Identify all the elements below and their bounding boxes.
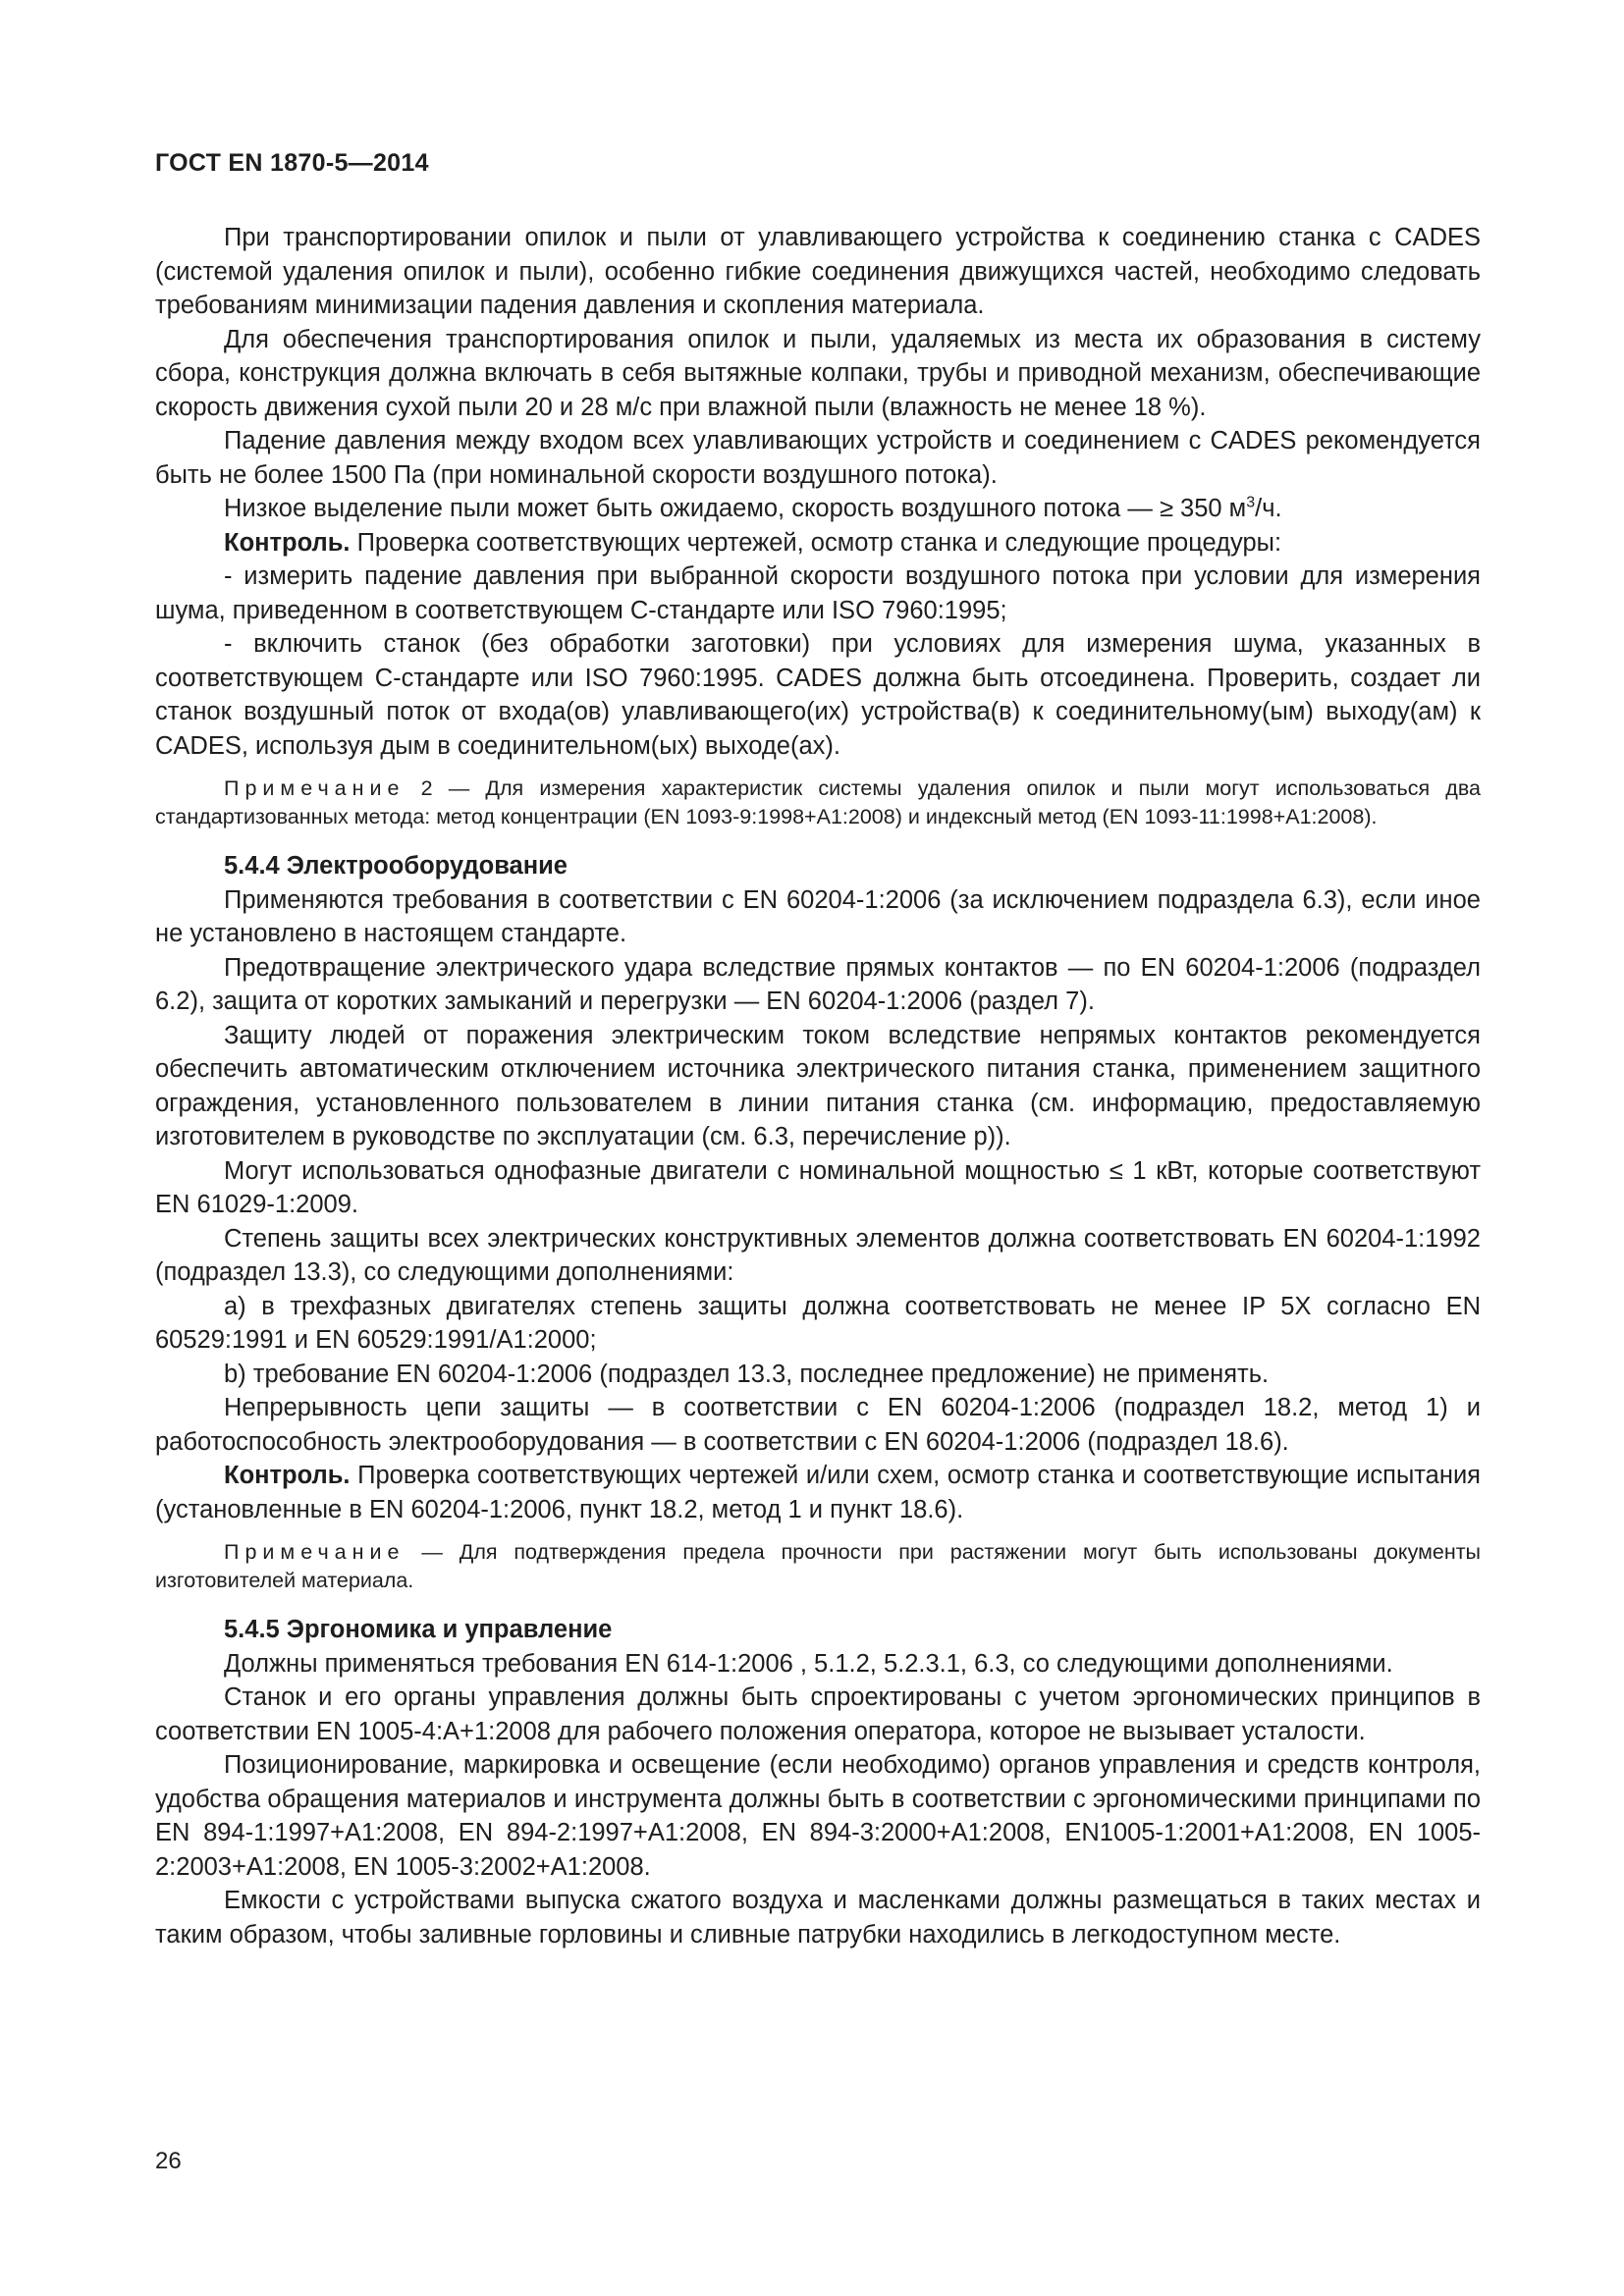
list-item-b: b) требование EN 60204-1:2006 (подраздел 13.3, последнее предложение) не применять. — [224, 1360, 1270, 1388]
control-label: Контроль. — [224, 528, 351, 557]
low-dust-tail: /ч. — [1255, 495, 1282, 522]
note-label: Примечание — [224, 1540, 406, 1564]
list-item-a: a) в трехфазных двигателях степень защиты должна соответствовать не менее IP 5X согласно EN 60529:1991 и EN 60529:1991/A1:2000; — [155, 1292, 1481, 1354]
section-title-545: 5.4.5 Эргономика и управление — [224, 1616, 613, 1643]
paragraph-545-3: Позиционирование, маркировка и освещение (если необходимо) органов управления и средств контроля, удобства обращения материалов и инструмента должны быть в соответствии с эргономическими принципами по EN 894-1:1997+A1:2008, EN 894-2:1997+A1:2008, EN 894-3:2000+A1:2008, EN1005-1:2001+A1:2008, EN 1005-2:2003+A1:2008, EN 1005-3:2002+A1:2008. — [155, 1751, 1481, 1881]
note-label: Примечание — [224, 776, 406, 800]
page-number: 26 — [155, 2148, 182, 2174]
document-code-header: ГОСТ EN 1870-5—2014 — [155, 149, 429, 177]
section-title-544: 5.4.4 Электрооборудование — [224, 852, 568, 880]
paragraph-control-1 — [155, 526, 1481, 561]
list-item-switch-on: - включить станок (без обработки заготовки) при условиях для измерения шума, указанных в соответствующем С-стандарте или ISO 7960:1995. CADES должна быть отсоединена. Проверить, создает ли станок воздушный поток от входа(ов) улавливающего(их) устройства(в) к соединительному(ым) выходу(ам) к CADES, используя дым в соединительном(ых) выходе(ах). — [155, 630, 1481, 760]
paragraph-545-1: Должны применяться требования EN 614-1:2006 , 5.1.2, 5.2.3.1, 6.3, со следующими дополнениями. — [224, 1649, 1393, 1678]
note-2 — [155, 774, 1481, 831]
list-item-measure: - измерить падение давления при выбранной скорости воздушного потока при условии для измерения шума, приведенном в соответствующем С-стандарте или ISO 7960:1995; — [155, 562, 1481, 624]
paragraph-544-5: Степень защиты всех электрических конструктивных элементов должна соответствовать EN 60204-1:1992 (подраздел 13.3), со следующими дополнениями: — [155, 1224, 1481, 1286]
note-text: 2 — Для измерения характеристик системы удаления опилок и пыли могут использоваться два стандартизованных метода: метод концентрации (EN 1093-9:1998+A1:2008) и индексный метод (EN 1093-11:1998+A1:2008). — [155, 776, 1481, 828]
paragraph-545-4: Емкости с устройствами выпуска сжатого воздуха и масленками должны размещаться в таких местах и таким образом, чтобы заливные горловины и сливные патрубки находились в легкодоступном месте. — [155, 1887, 1481, 1949]
control-text: Проверка соответствующих чертежей и/или схем, осмотр станка и соответствующие испытания (установленные в EN 60204-1:2006, пункт 18.2, метод 1 и пункт 18.6). — [155, 1462, 1481, 1523]
paragraph-544-2: Предотвращение электрического удара вследствие прямых контактов — по EN 60204-1:2006 (подраздел 6.2), защита от коротких замыканий и перегрузки — EN 60204-1:2006 (раздел 7). — [155, 953, 1481, 1015]
superscript-3: 3 — [1246, 494, 1256, 511]
paragraph-545-2: Станок и его органы управления должны быть спроектированы с учетом эргономических принципов в соответствии EN 1005-4:A+1:2008 для рабочего положения оператора, которое не вызывает усталости. — [155, 1683, 1481, 1745]
paragraph-544-6: Непрерывность цепи защиты — в соответствии с EN 60204-1:2006 (подраздел 18.2, метод 1) и работоспособность электрооборудования — в соответствии с EN 60204-1:2006 (подраздел 18.6). — [155, 1394, 1481, 1456]
paragraph-544-3: Защиту людей от поражения электрическим током вследствие непрямых контактов рекомендуется обеспечить автоматическим отключением источника электрического питания станка, применением защитного ограждения, установленного пользователем в линии питания станка (см. информацию, предоставляемую изготовителем в руководстве по эксплуатации (см. 6.3, перечисление р)). — [155, 1021, 1481, 1150]
paragraph-control-2 — [155, 1459, 1481, 1526]
control-label: Контроль. — [224, 1462, 351, 1489]
paragraph-transport: При транспортировании опилок и пыли от улавливающего устройства к соединению станка с CADES (системой удаления опилок и пыли), особенно гибкие соединения движущихся частей, необходимо следовать требованиям минимизации падения давления и скопления материала. — [155, 224, 1481, 319]
paragraph-pressure-drop: Падение давления между входом всех улавливающих устройств и соединением с CADES рекомендуется быть не более 1500 Па (при номинальной скорости воздушного потока). — [155, 427, 1481, 489]
note-text: — Для подтверждения предела прочности при растяжении могут быть использованы документы изготовителей материала. — [155, 1540, 1481, 1592]
paragraph-544-1: Применяются требования в соответствии с EN 60204-1:2006 (за исключением подраздела 6.3), если иное не установлено в настоящем стандарте. — [155, 885, 1481, 947]
low-dust-text: Низкое выделение пыли может быть ожидаемо, скорость воздушного потока — ≥ 350 м — [224, 495, 1247, 522]
document-page — [155, 149, 1481, 1951]
control-text: Проверка соответствующих чертежей, осмотр станка и следующие процедуры: — [350, 528, 1282, 557]
paragraph-design: Для обеспечения транспортирования опилок и пыли, удаляемых из места их образования в систему сбора, конструкция должна включать в себя вытяжные колпаки, трубы и приводной механизм, обеспечивающие скорость движения сухой пыли 20 и 28 м/с при влажной пыли (влажность не менее 18 %). — [155, 325, 1481, 421]
note-3 — [155, 1538, 1481, 1595]
paragraph-544-4: Могут использоваться однофазные двигатели с номинальной мощностью ≤ 1 кВт, которые соответствуют EN 61029-1:2009. — [155, 1156, 1481, 1218]
paragraph-low-dust — [155, 492, 1481, 526]
